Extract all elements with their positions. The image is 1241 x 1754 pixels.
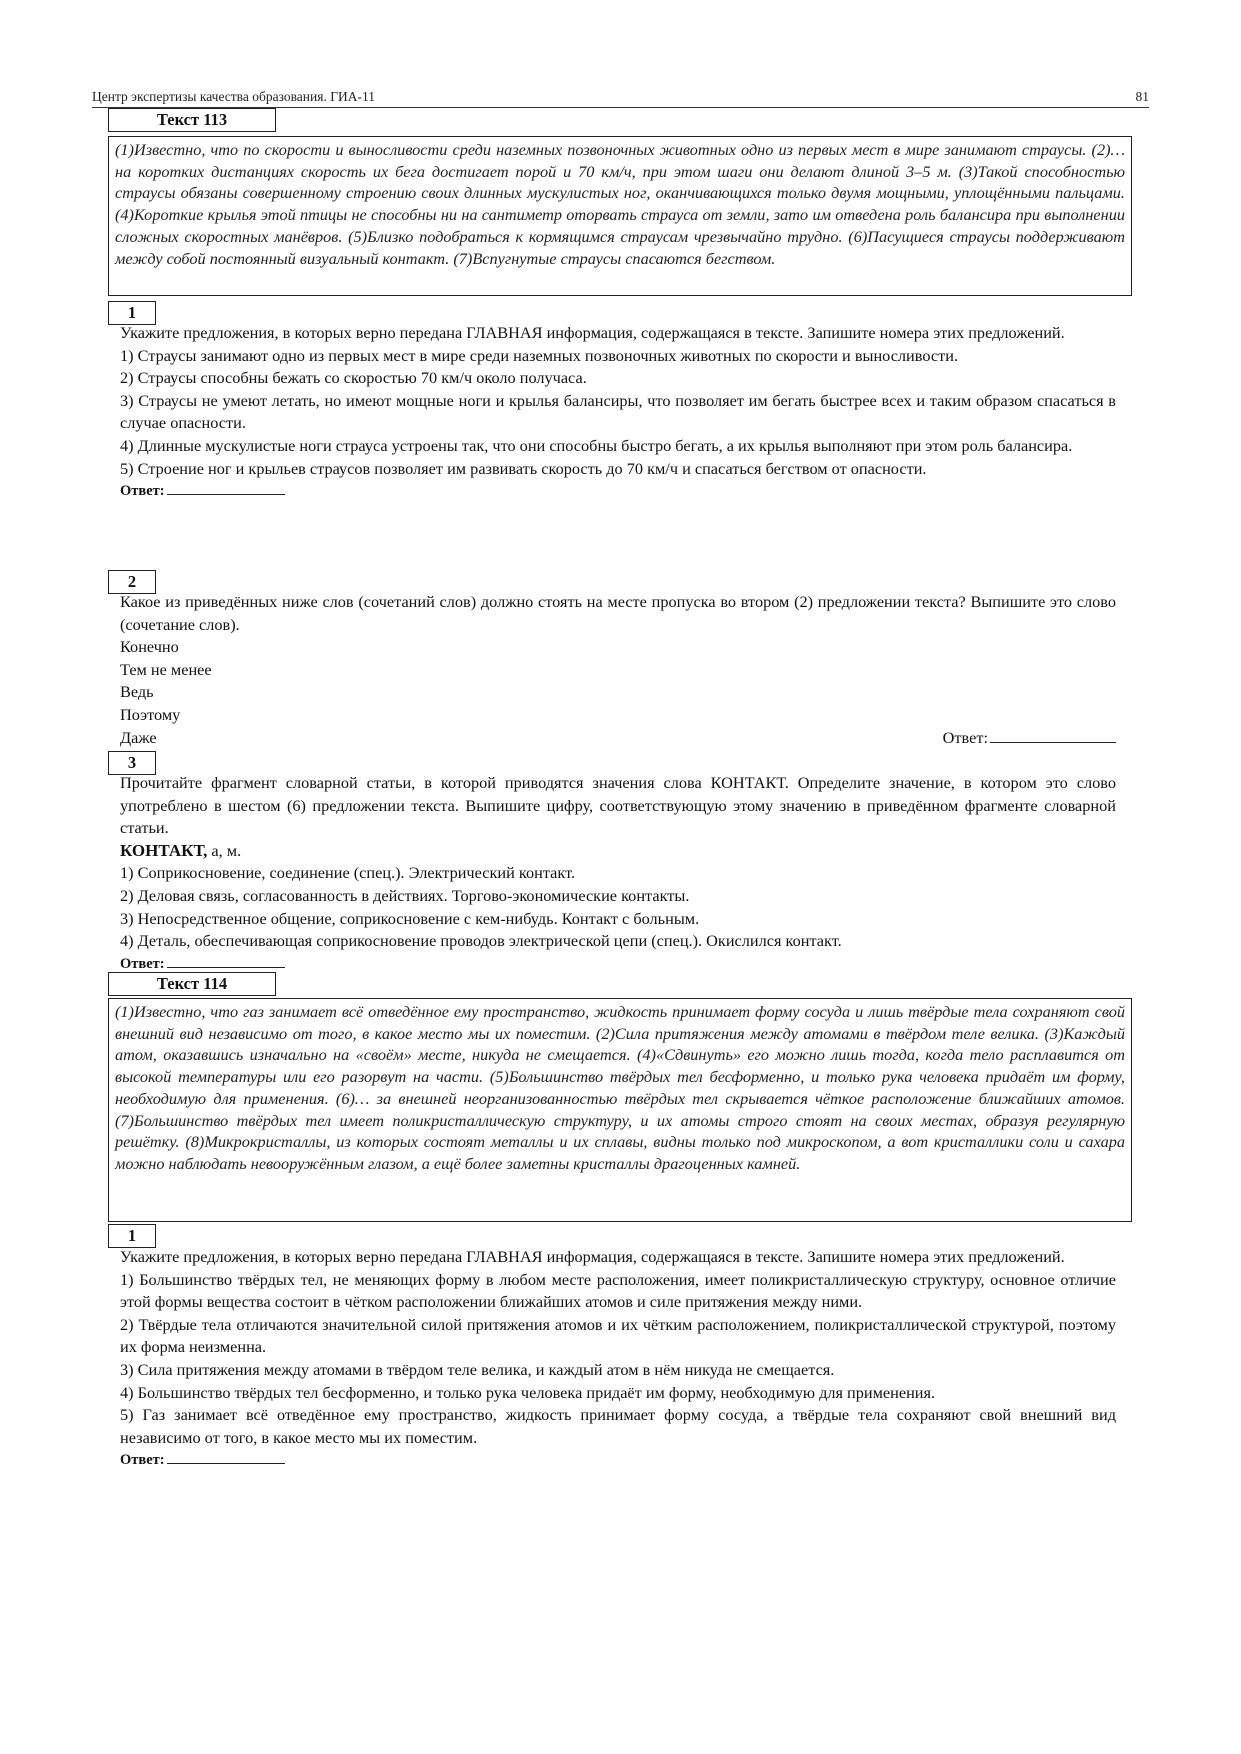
task-2-option-3: Ведь [120,682,154,702]
dictionary-entry [120,840,1116,863]
task-2-block [120,591,1116,749]
text-113-label: Текст 113 [108,108,276,132]
task-2-question: Какое из приведённых ниже слов (сочетаний слов) должно стоять на месте пропуска во втором (2) предложении текста? Выпишите это слово (сочетание слов). [120,592,1116,634]
running-header: Центр экспертизы качества образования. ГИА-11 [92,89,375,104]
task-1-option-4: 4) Длинные мускулистые ноги страуса устроены так, что они способны быстро бегать, а их крылья выполняют при этом роль балансира. [120,435,1073,455]
task-1-option-3: 3) Страусы не умеют летать, но имеют мощные ноги и крылья балансиры, что позволяет им бегать быстрее всех и таким образом спасаться в случае опасности. [120,390,1116,433]
answer-label: Ответ: [120,483,165,500]
task-2-option-5: Даже [120,727,157,747]
task-3-meaning-2: 2) Деловая связь, согласованность в действиях. Торгово-экономические контакты. [120,885,690,905]
answer-line[interactable] [167,953,285,968]
answer-label: Ответ: [120,1452,165,1469]
task-1b-option-1: 1) Большинство твёрдых тел, не меняющих форму в любом месте расположения, имеет поликристаллическую структуру, основное отличие этой формы вещества состоит в чётком расположении ближайших атомов и силе притяжения между ними. [120,1269,1116,1312]
task-3-meaning-4: 4) Деталь, обеспечивающая соприкосновение проводов электрической цепи (спец.). Окислился контакт. [120,931,842,951]
task-2-number: 2 [108,570,156,594]
task-3-block [120,772,1116,974]
task-1b-option-2: 2) Твёрдые тела отличаются значительной силой притяжения атомов и их чётким расположением, поликристаллической структурой, поэтому их форма неизменна. [120,1314,1116,1357]
task-2-option-1: Конечно [120,637,179,657]
task-1-option-1: 1) Страусы занимают одно из первых мест в мире среди наземных позвоночных животных по скорости и выносливости. [120,345,959,365]
task-1b-question: Укажите предложения, в которых верно передана ГЛАВНАЯ информация, содержащаяся в тексте. Запишите номера этих предложений. [120,1247,1065,1266]
task-3-number: 3 [108,751,156,775]
task-3-question: Прочитайте фрагмент словарной статьи, в которой приводятся значения слова КОНТАКТ. Определите значение, в котором это слово употреблено в шестом (6) предложении текста. Выпишите цифру, соответствующую этому значению в приведённом фрагменте словарной статьи. [120,773,1116,838]
task-1b-number: 1 [108,1224,156,1248]
task-3-meaning-3: 3) Непосредственное общение, соприкосновение с кем-нибудь. Контакт с больным. [120,908,700,928]
task-2-last-row [120,727,1116,750]
answer-line[interactable] [167,1449,285,1464]
task-1-block [120,322,1116,501]
text-114-passage: (1)Известно, что газ занимает всё отведённое ему пространство, жидкость принимает форму сосуда и лишь твёрдые тела сохраняют свой внешний вид независимо от того, в какое место мы их поместим. (2)Сила притяжения между атомами в твёрдом теле велика. (3)Каждый атом, оказавшись изначально на «своём» месте, никуда не смещается. (4)«Сдвинуть» его можно лишь тогда, когда тело расплавится от высокой температуры или его разорвут на части. (5)Большинство твёрдых тел бесформенно, и только рука человека придаёт им форму, необходимую для применения. (6)… за внешней неорганизованностью твёрдых тел скрывается чёткое расположение ближайших атомов. (7)Большинство твёрдых тел имеет поликристаллическую структуру, и их атомы строго стоят на своих местах, образуя регулярную решётку. (8)Микрокристаллы, из которых состоят металлы и их сплавы, видны только под микроскопом, а вот кристаллики соли и сахара можно наблюдать невооружённым глазом, а ещё более заметны кристаллы драгоценных камней. [108,998,1132,1222]
task-1-answer [120,480,1116,501]
task-2-answer [943,727,1116,750]
page-number: 81 [1135,89,1149,104]
answer-line[interactable] [990,727,1116,743]
task-1-option-5: 5) Строение ног и крыльев страусов позволяет им развивать скорость до 70 км/ч и спасаться бегством от опасности. [120,458,927,478]
task-1b-block [120,1246,1116,1470]
task-3-meaning-1: 1) Соприкосновение, соединение (спец.). Электрический контакт. [120,863,576,883]
answer-label: Ответ: [942,727,988,747]
task-1b-option-4: 4) Большинство твёрдых тел бесформенно, и только рука человека придаёт им форму, необходимую для применения. [120,1382,936,1402]
task-1b-option-5: 5) Газ занимает всё отведённое ему пространство, жидкость принимает форму сосуда, а твёрдые тела сохраняют свой внешний вид независимо от того, в какое место мы их поместим. [120,1405,1116,1447]
task-1-option-2: 2) Страусы способны бежать со скоростью 70 км/ч около получаса. [120,368,587,388]
task-1b-answer [120,1449,1116,1470]
dictionary-headword: КОНТАКТ, [120,840,208,860]
task-1-question: Укажите предложения, в которых верно передана ГЛАВНАЯ информация, содержащаяся в тексте. Запишите номера этих предложений. [120,323,1065,342]
dictionary-grammar: а, м. [207,840,242,860]
task-1-number: 1 [108,301,156,325]
task-3-answer [120,953,1116,974]
answer-label: Ответ: [120,955,165,972]
task-1b-option-3: 3) Сила притяжения между атомами в твёрдом теле велика, и каждый атом в нём никуда не смещается. [120,1359,835,1379]
answer-line[interactable] [167,480,285,495]
task-2-option-2: Тем не менее [120,659,212,679]
text-114-label: Текст 114 [108,972,276,996]
task-2-option-4: Поэтому [120,704,181,724]
text-113-passage: (1)Известно, что по скорости и выносливости среди наземных позвоночных животных одно из первых мест в мире занимают страусы. (2)… на коротких дистанциях скорость их бега достигает порой и 70 км/ч, при этом шаги они делают длиной 3–5 м. (3)Такой способностью страусы обязаны совершенному строению своих длинных мускулистых ног, оканчивающихся только двумя мощными, уплощёнными пальцами. (4)Короткие крылья этой птицы не способны ни на сантиметр оторвать страуса от земли, зато им отведена роль балансира при выполнении сложных скоростных манёвров. (5)Близко подобраться к кормящимся страусам чрезвычайно трудно. (6)Пасущиеся страусы поддерживают между собой постоянный визуальный контакт. (7)Вспугнутые страусы спасаются бегством. [108,136,1132,296]
